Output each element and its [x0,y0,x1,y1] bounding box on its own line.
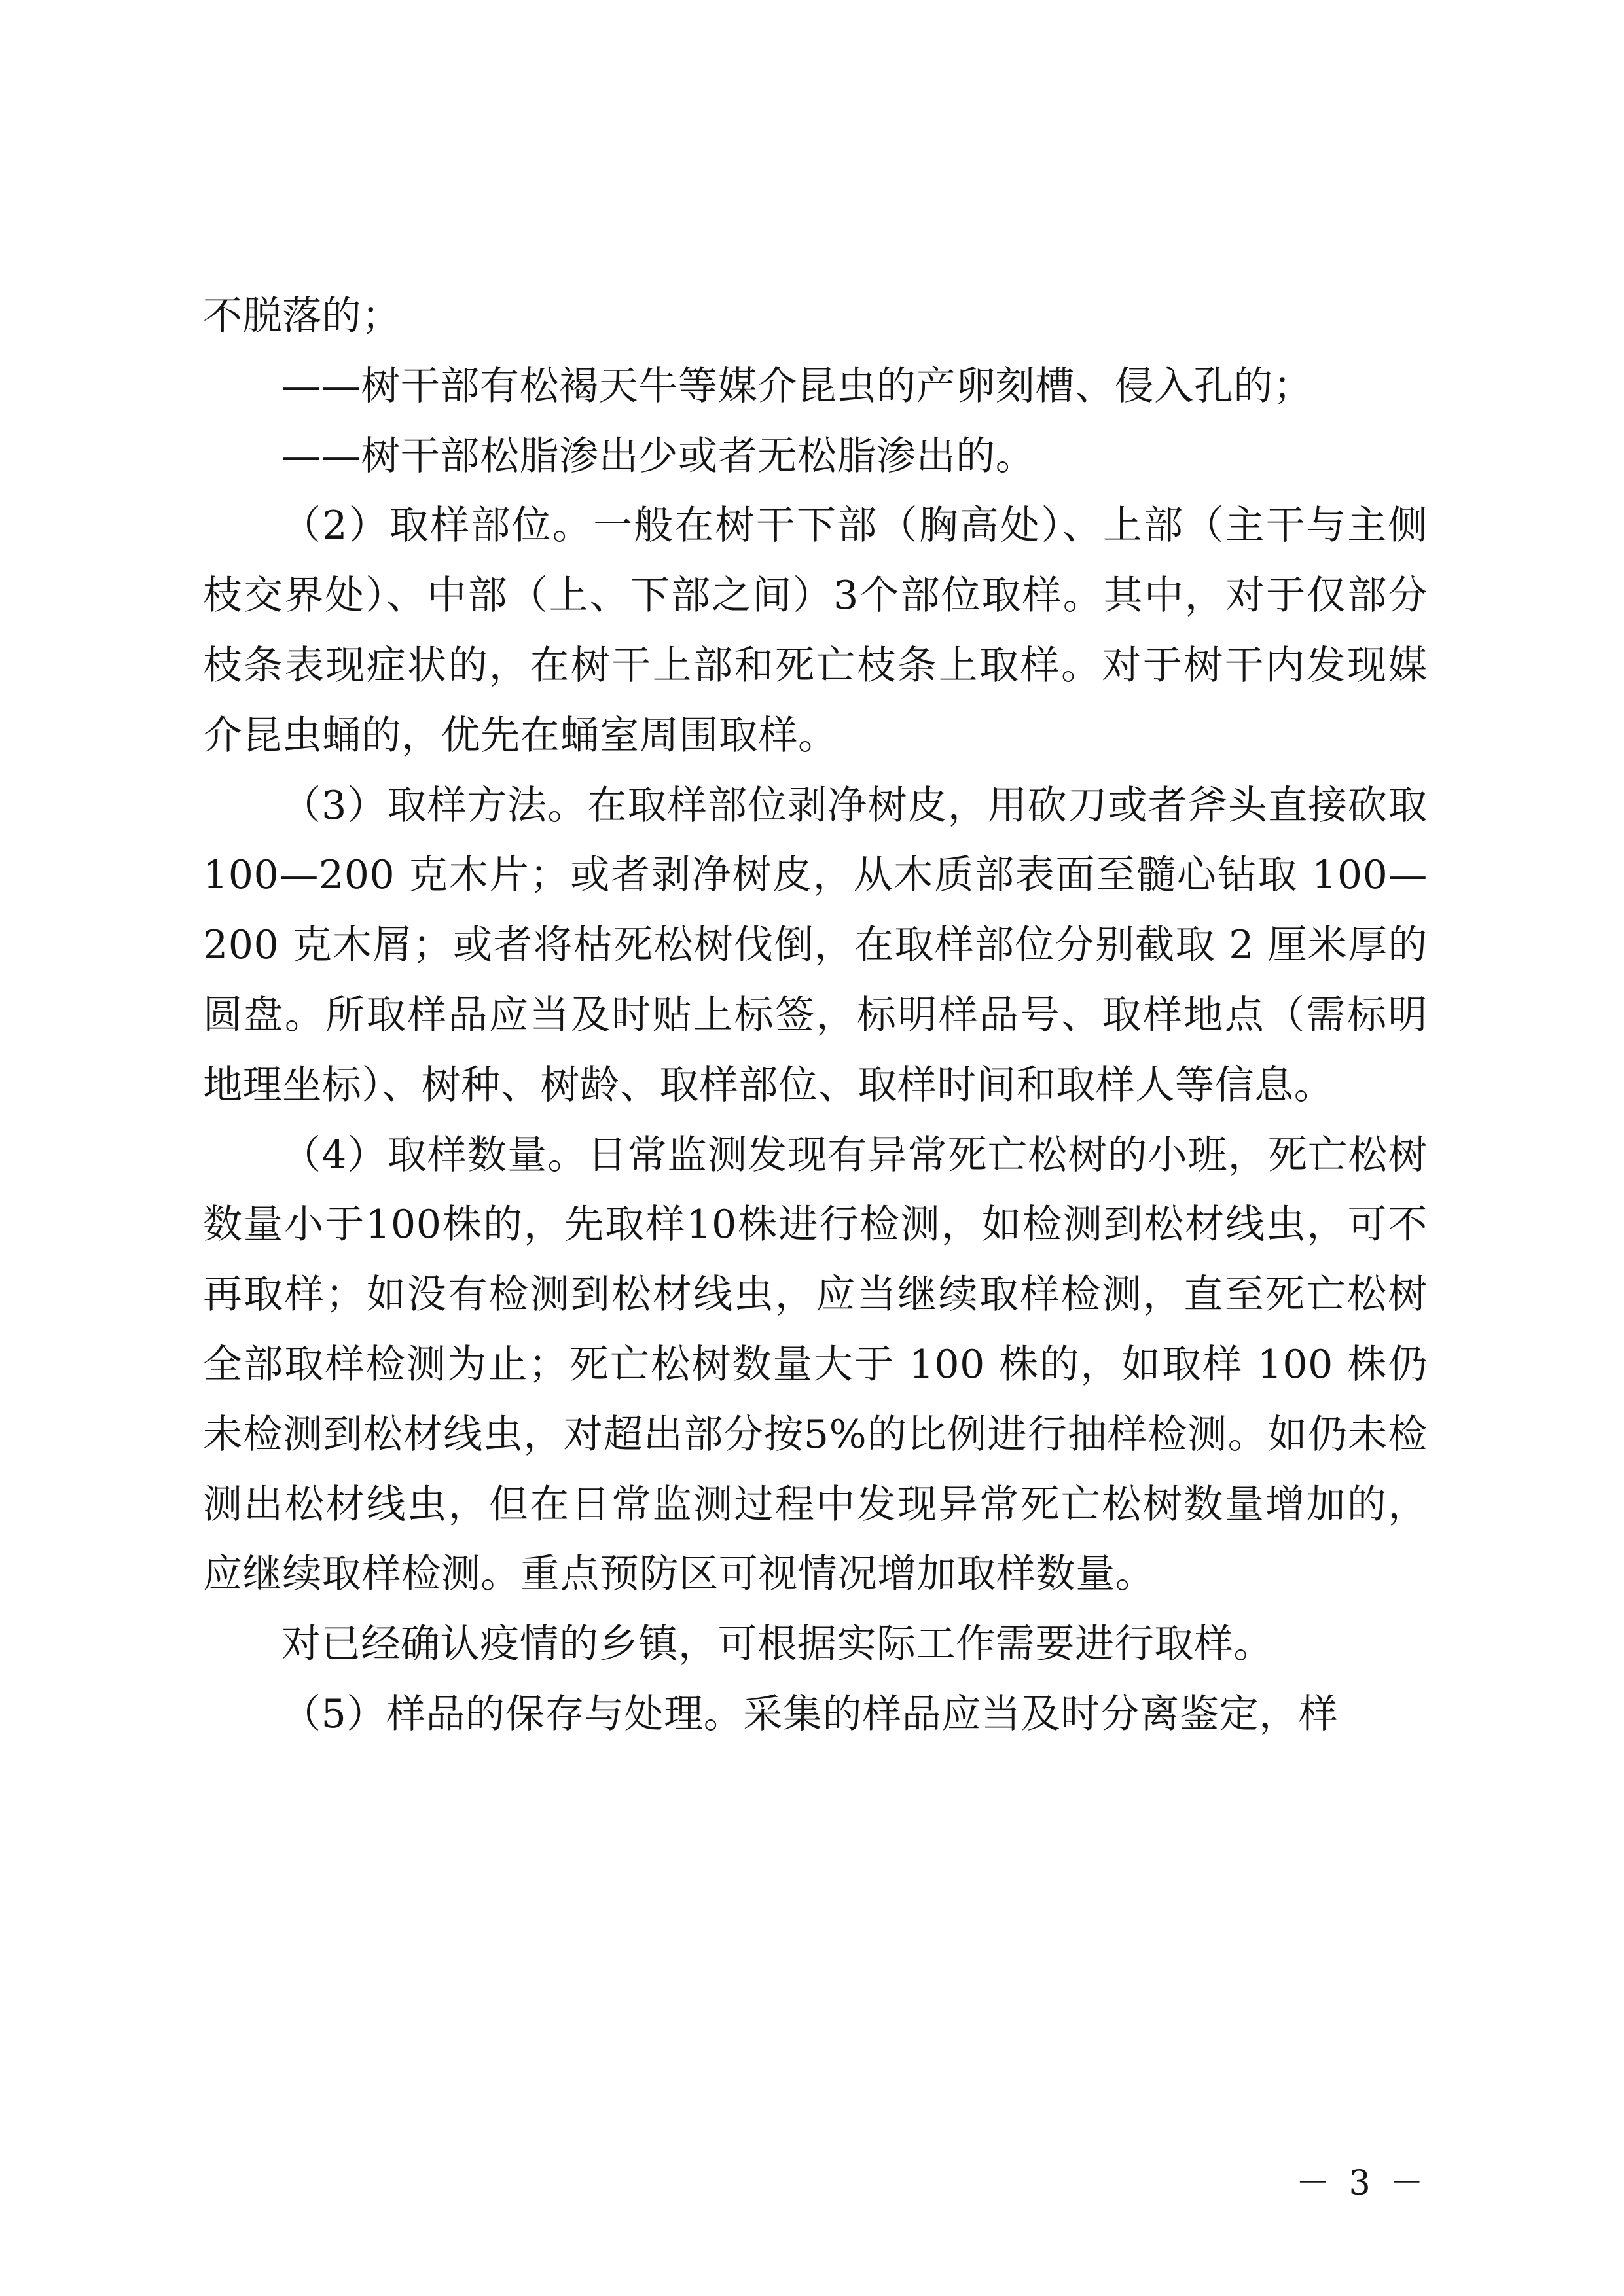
paragraph-confirmed-townships: 对已经确认疫情的乡镇，可根据实际工作需要进行取样。 [281,1621,1273,1668]
paragraph-sampling-location: （2）取样部位。一般在树干下部（胸高处）、上部（主干与主侧枝交界处）、中部（上、下部之间）3个部位取样。其中，对于仅部分枝条表现症状的，在树干上部和死亡枝条上取样。对于树干内发现媒介昆虫蛹的，优先在蛹室周围取样。 [203,503,1428,759]
paragraph-sample-storage: （5）样品的保存与处理。采集的样品应当及时分离鉴定，样 [281,1691,1339,1737]
paragraph-sampling-quantity: （4）取样数量。日常监测发现有异常死亡松树的小班，死亡松树数量小于100株的，先取样10株进行检测，如检测到松材线虫，可不再取样；如没有检测到松材线虫，应当继续取样检测，直至死亡松树全部取样检测为止；死亡松树数量大于 100 株的，如取样 100 株仍未检测到松材线虫，对超出部分按5%的比例进行抽样检测。如仍未检测出松材线虫，但在日常监测过程中发现异常死亡松树数量增加的，应继续取样检测。重点预防区可视情况增加取样数量。 [203,1132,1428,1598]
page-number: － 3 － [1295,2164,1428,2203]
paragraph-line-continuation: 不脱落的； [203,293,401,339]
paragraph-dash-item-1: ——树干部有松褐天牛等媒介昆虫的产卵刻槽、侵入孔的； [281,363,1313,409]
document-body [203,281,1428,1749]
paragraph-sampling-method: （3）取样方法。在取样部位剥净树皮，用砍刀或者斧头直接砍取 100—200 克木片；或者剥净树皮，从木质部表面至髓心钻取 100—200 克木屑；或者将枯死松树伐倒，在取样部位分别截取 2 厘米厚的圆盘。所取样品应当及时贴上标签，标明样品号、取样地点（需标明地理坐标）、树种、树龄、取样部位、取样时间和取样人等信息。 [203,782,1428,1108]
paragraph-dash-item-2: ——树干部松脂渗出少或者无松脂渗出的。 [281,433,1036,479]
